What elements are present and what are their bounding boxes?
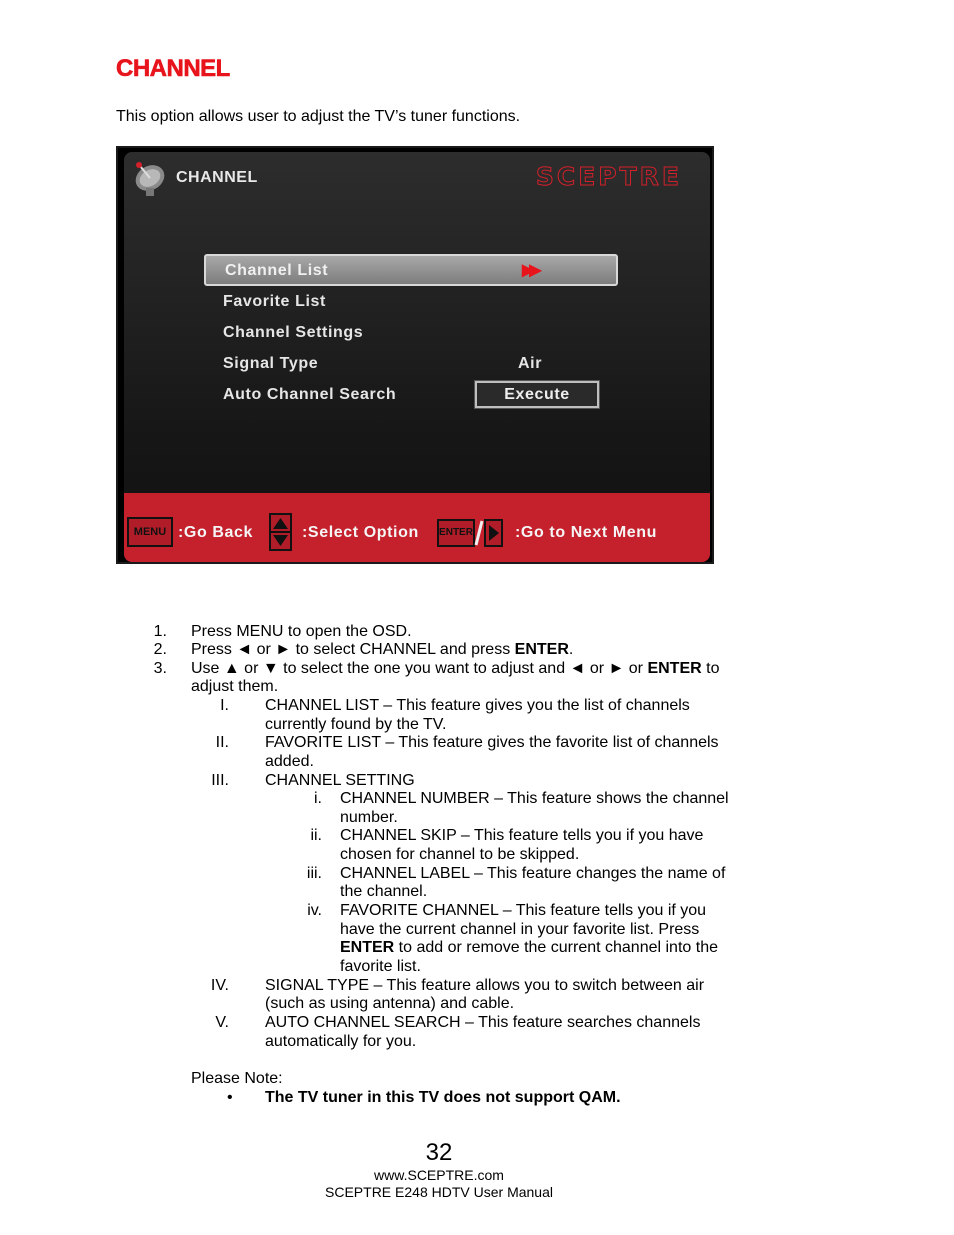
note-bullet: •: [227, 1089, 233, 1106]
menu-item-channel-list[interactable]: [204, 254, 618, 286]
menu-item-channel-settings[interactable]: [204, 319, 618, 347]
note-label: Please Note:: [191, 1070, 283, 1087]
roman-number: V.: [215, 1014, 229, 1031]
intro-text: This option allows user to adjust the TV’s tuner functions.: [116, 108, 521, 125]
menu-item-label: Favorite List: [223, 293, 326, 310]
sub-text: the channel.: [340, 883, 428, 900]
brand-logo: SCEPTRE: [535, 162, 682, 191]
step-text: Press ◄ or ► to select CHANNEL and press ENTER.: [191, 641, 574, 658]
enter-key-icon: ENTER: [437, 519, 475, 547]
feature-text: SIGNAL TYPE – This feature allows you to switch between air: [265, 977, 705, 994]
note-text: The TV tuner in this TV does not support QAM.: [265, 1089, 621, 1106]
sub-text: CHANNEL SKIP – This feature tells you if you have: [340, 827, 704, 844]
step-number: 3.: [153, 660, 167, 677]
sub-text: have the current channel in your favorite list. Press: [340, 921, 700, 938]
osd-panel: [124, 152, 710, 562]
menu-item-favorite-list[interactable]: [204, 288, 618, 316]
step-number: 1.: [153, 623, 167, 640]
double-arrow-icon: ▶▶: [522, 262, 537, 279]
page-number: 32: [425, 1139, 453, 1166]
sub-number: iii.: [306, 865, 322, 882]
feature-text: AUTO CHANNEL SEARCH – This feature searches channels: [265, 1014, 701, 1031]
next-menu-hint: :Go to Next Menu: [515, 524, 658, 541]
step-text: Press MENU to open the OSD.: [191, 623, 412, 640]
up-down-arrows-icon: [269, 513, 292, 551]
sub-text: favorite list.: [340, 958, 421, 975]
manual-title: SCEPTRE E248 HDTV User Manual: [325, 1184, 553, 1200]
menu-item-label: Channel Settings: [223, 324, 364, 341]
step-text: Use ▲ or ▼ to select the one you want to adjust and ◄ or ► or ENTER to: [191, 660, 720, 677]
satellite-dish-icon: [130, 158, 168, 198]
roman-number: III.: [211, 772, 229, 789]
sub-number: ii.: [310, 827, 322, 844]
sub-text: chosen for channel to be skipped.: [340, 846, 580, 863]
go-back-hint: :Go Back: [178, 524, 254, 541]
osd-title: CHANNEL: [176, 169, 258, 186]
menu-item-auto-channel-search[interactable]: [204, 381, 618, 409]
select-option-hint: :Select Option: [302, 524, 419, 541]
sub-text: ENTER to add or remove the current channel into the: [340, 939, 718, 956]
roman-number: I.: [220, 697, 229, 714]
feature-text: CHANNEL LIST – This feature gives you the list of channels: [265, 697, 690, 714]
sub-text: FAVORITE CHANNEL – This feature tells you if you: [340, 902, 707, 919]
feature-text: CHANNEL SETTING: [265, 772, 415, 789]
section-heading: CHANNEL: [116, 55, 230, 82]
feature-text: (such as using antenna) and cable.: [265, 995, 515, 1012]
menu-item-label: Channel List: [225, 262, 329, 279]
sub-text: CHANNEL LABEL – This feature changes the name of: [340, 865, 726, 882]
signal-type-value: Air: [518, 355, 543, 372]
feature-text: FAVORITE LIST – This feature gives the favorite list of channels: [265, 734, 719, 751]
roman-number: II.: [215, 734, 229, 751]
menu-item-signal-type[interactable]: [204, 350, 618, 378]
sub-number: iv.: [307, 902, 322, 919]
execute-button[interactable]: Execute: [475, 381, 599, 408]
menu-key-icon: MENU: [127, 517, 173, 547]
feature-text: currently found by the TV.: [265, 716, 447, 733]
sub-text: number.: [340, 809, 398, 826]
feature-text: automatically for you.: [265, 1033, 417, 1050]
osd-screenshot: [116, 146, 714, 564]
menu-item-label: Signal Type: [223, 355, 319, 372]
sub-text: CHANNEL NUMBER – This feature shows the channel: [340, 790, 729, 807]
menu-item-label: Auto Channel Search: [223, 386, 397, 403]
slash-icon: [474, 519, 484, 547]
step-text-cont: adjust them.: [191, 678, 279, 695]
roman-number: IV.: [210, 977, 229, 994]
website-link[interactable]: www.SCEPTRE.com: [374, 1167, 504, 1183]
right-arrow-icon: [484, 519, 503, 547]
step-number: 2.: [153, 641, 167, 658]
feature-text: added.: [265, 753, 314, 770]
sub-number: i.: [314, 790, 322, 807]
osd-footer-bar: [124, 493, 710, 562]
